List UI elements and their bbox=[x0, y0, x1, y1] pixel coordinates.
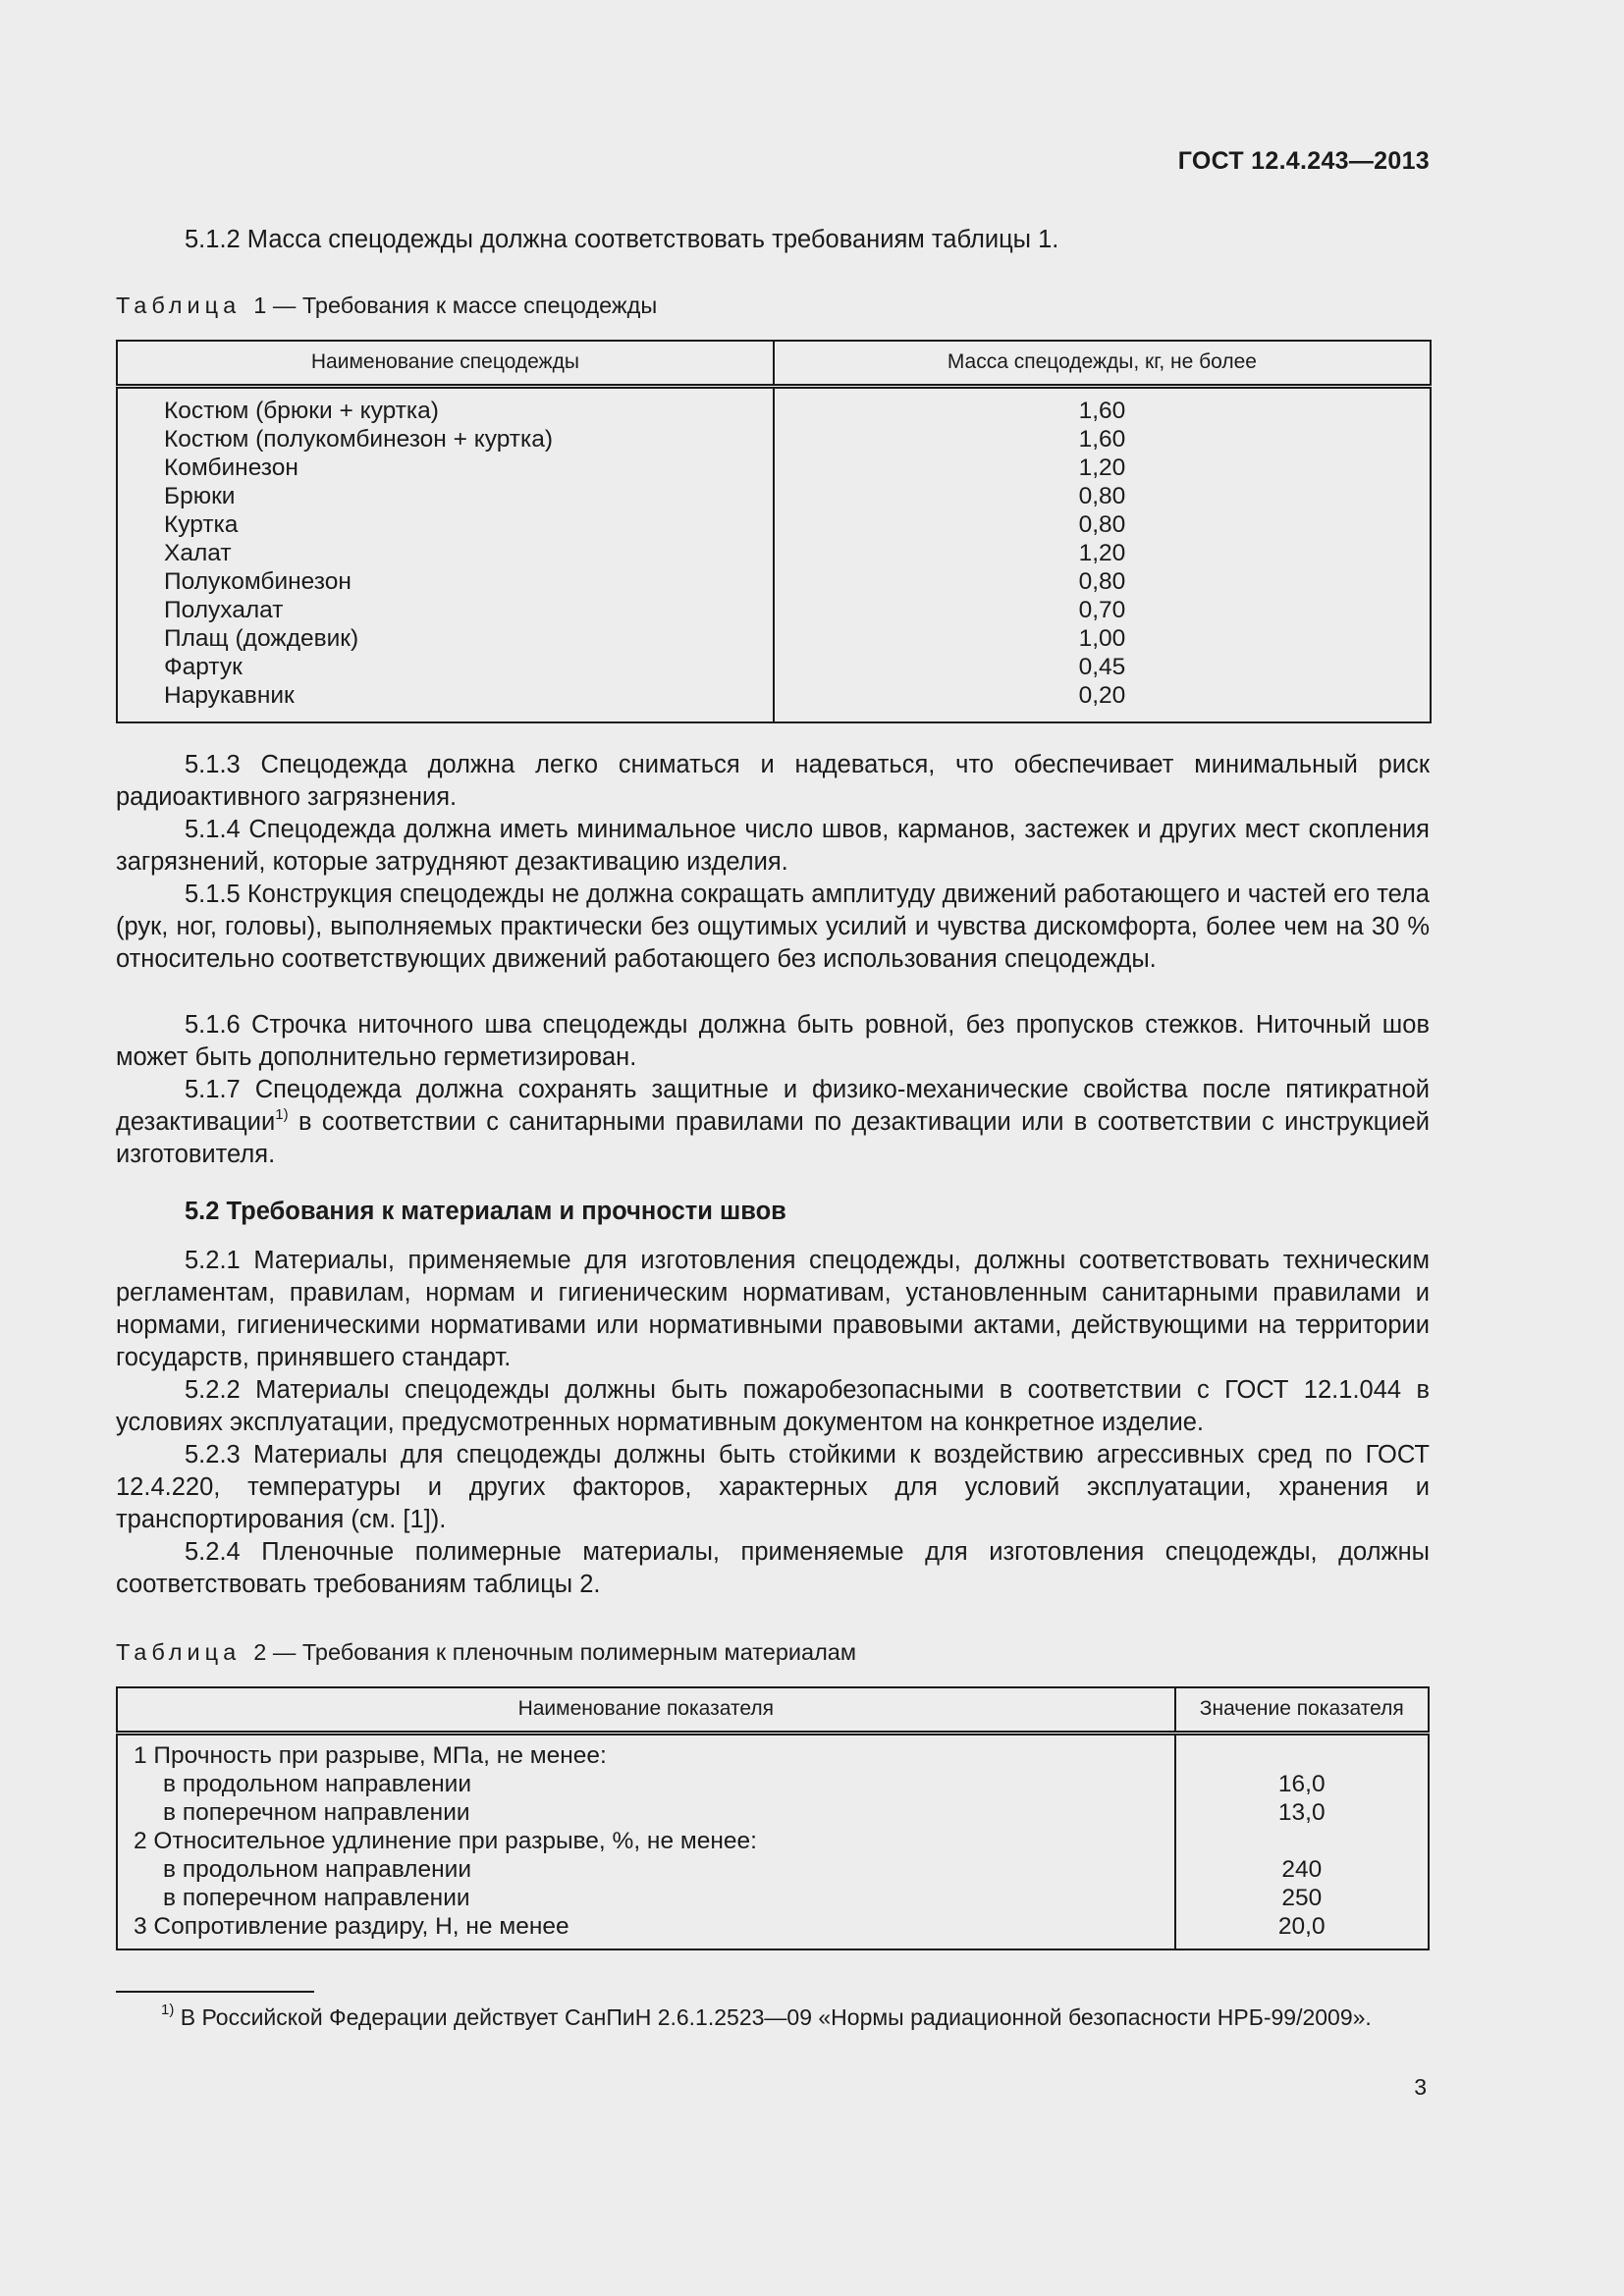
table-row-name: в поперечном направлении bbox=[163, 1798, 470, 1826]
table-row-name: в продольном направлении bbox=[163, 1855, 472, 1883]
table1-header-name: Наименование спецодежды bbox=[117, 341, 774, 386]
table1-values-column bbox=[774, 386, 1431, 722]
table-row-value: 1,60 bbox=[1078, 397, 1126, 424]
paragraph-5-1-7: 5.1.7 Спецодежда должна сохранять защитные и физико-механические свойства после пятикратной дезактивации$^{1)}$ в соответствии с санитарными правилами по дезактивации или в соответствии с инструкцией изготовителя. bbox=[116, 1076, 1430, 1168]
table-row-name: Нарукавник bbox=[164, 681, 295, 709]
table-row-name: Костюм (брюки + куртка) bbox=[164, 397, 439, 424]
table-row-value: 20,0 bbox=[1277, 1912, 1326, 1940]
table-row-value: 0,80 bbox=[1078, 510, 1126, 538]
table-row-value bbox=[1176, 1741, 1428, 1770]
table-row-value: 16,0 bbox=[1277, 1770, 1326, 1797]
table-row-value bbox=[1176, 1827, 1428, 1855]
page-number: 3 bbox=[1414, 2074, 1427, 2100]
table1-names-column bbox=[117, 386, 774, 722]
paragraph-5-1-5: 5.1.5 Конструкция спецодежды не должна сокращать амплитуду движений работающего и частей его тела (рук, ног, головы), выполняемых практически без ощутимых усилий и чувства дискомфорта, более чем на 30 % относительно соответствующих движений работающего без использования спецодежды. bbox=[116, 881, 1430, 973]
paragraph-5-1-3: 5.1.3 Спецодежда должна легко сниматься и надеваться, что обеспечивает минимальный риск радиоактивного загрязнения. bbox=[116, 751, 1430, 811]
table-row-value: 0,80 bbox=[1078, 482, 1126, 509]
paragraph-5-2-1: 5.2.1 Материалы, применяемые для изготовления спецодежды, должны соответствовать техническим регламентам, правилам, нормам и гигиеническим нормативам, установленным санитарными правилами и нормами, гигиеническими нормативами или нормативными правовыми актами, действующими на территории государств, принявшего стандарт. bbox=[116, 1247, 1430, 1371]
table-row-name: Брюки bbox=[164, 482, 236, 509]
table-row-name: в продольном направлении bbox=[163, 1770, 472, 1797]
table-row-name: в поперечном направлении bbox=[163, 1884, 470, 1911]
footnote-mark: 1) bbox=[161, 2002, 175, 2019]
table-row-name: Куртка bbox=[164, 510, 239, 538]
paragraph-5-2-2: 5.2.2 Материалы спецодежды должны быть пожаробезопасными в соответствии с ГОСТ 12.1.044 в условиях эксплуатации, предусмотренных нормативным документом на конкретное изделие. bbox=[116, 1376, 1430, 1436]
table2-header-value: Значение показателя bbox=[1175, 1687, 1429, 1733]
table2 bbox=[116, 1686, 1430, 1950]
table-row-name: Костюм (полукомбинезон + куртка) bbox=[164, 425, 554, 453]
section-heading-5-2: 5.2 Требования к материалам и прочности швов bbox=[185, 1198, 786, 1225]
table1-header-mass: Масса спецодежды, кг, не более bbox=[774, 341, 1431, 386]
table-row-name: Полукомбинезон bbox=[164, 567, 352, 595]
table-row-value: 1,20 bbox=[1078, 454, 1126, 481]
table-row-value: 0,70 bbox=[1078, 596, 1126, 623]
table-row-value: 1,20 bbox=[1078, 539, 1126, 566]
table-row-value: 1,60 bbox=[1078, 425, 1126, 453]
table2-values-column bbox=[1175, 1733, 1429, 1949]
table-row-value: 13,0 bbox=[1277, 1798, 1326, 1826]
table-row-value: 0,45 bbox=[1078, 653, 1126, 680]
table-row-name: Фартук bbox=[164, 653, 243, 680]
table-row-name: 1 Прочность при разрыве, МПа, не менее: bbox=[134, 1741, 607, 1769]
table1 bbox=[116, 340, 1432, 723]
footnote-reference: 1) bbox=[275, 1105, 289, 1123]
document-code: ГОСТ 12.4.243—2013 bbox=[1177, 147, 1430, 175]
paragraph-5-1-6: 5.1.6 Строчка ниточного шва спецодежды должна быть ровной, без пропусков стежков. Ниточный шов может быть дополнительно герметизирован. bbox=[116, 1011, 1430, 1071]
table-row-name: Комбинезон bbox=[164, 454, 298, 481]
table-row-name: Плащ (дождевик) bbox=[164, 624, 359, 652]
table-row-value: 240 bbox=[1281, 1855, 1323, 1883]
table2-names-column bbox=[117, 1733, 1175, 1949]
table-row-name: 3 Сопротивление раздиру, Н, не менее bbox=[134, 1912, 569, 1940]
paragraph-5-1-2: 5.1.2 Масса спецодежды должна соответствовать требованиям таблицы 1. bbox=[185, 226, 1059, 253]
table-row-name: Полухалат bbox=[164, 596, 284, 623]
table-row-name: 2 Относительное удлинение при разрыве, %, не менее: bbox=[134, 1827, 757, 1854]
table-row-value: 1,00 bbox=[1078, 624, 1126, 652]
table2-caption: Таблица 2 — Требования к пленочным полимерным материалам bbox=[116, 1639, 857, 1665]
table-row-name: Халат bbox=[164, 539, 232, 566]
footnote: $^{1)}$ В Российской Федерации действует СанПиН 2.6.1.2523—09 «Нормы радиационной безопасности НРБ-99/2009». bbox=[161, 2002, 1372, 2030]
paragraph-5-2-4: 5.2.4 Пленочные полимерные материалы, применяемые для изготовления спецодежды, должны соответствовать требованиям таблицы 2. bbox=[116, 1538, 1430, 1598]
paragraph-5-2-3: 5.2.3 Материалы для спецодежды должны быть стойкими к воздействию агрессивных сред по ГОСТ 12.4.220, температуры и других факторов, характерных для условий эксплуатации, хранения и транспортирования (см. [1]). bbox=[116, 1441, 1430, 1533]
table-row-value: 0,20 bbox=[1078, 681, 1126, 709]
paragraph-5-1-4: 5.1.4 Спецодежда должна иметь минимальное число швов, карманов, застежек и других мест скопления загрязнений, которые затрудняют дезактивацию изделия. bbox=[116, 816, 1430, 876]
footnote-separator bbox=[116, 1991, 314, 1993]
table2-header-name: Наименование показателя bbox=[117, 1687, 1175, 1733]
table1-caption: Таблица 1 — Требования к массе спецодежды bbox=[116, 293, 658, 318]
table-row-value: 0,80 bbox=[1078, 567, 1126, 595]
table-row-value: 250 bbox=[1281, 1884, 1323, 1911]
